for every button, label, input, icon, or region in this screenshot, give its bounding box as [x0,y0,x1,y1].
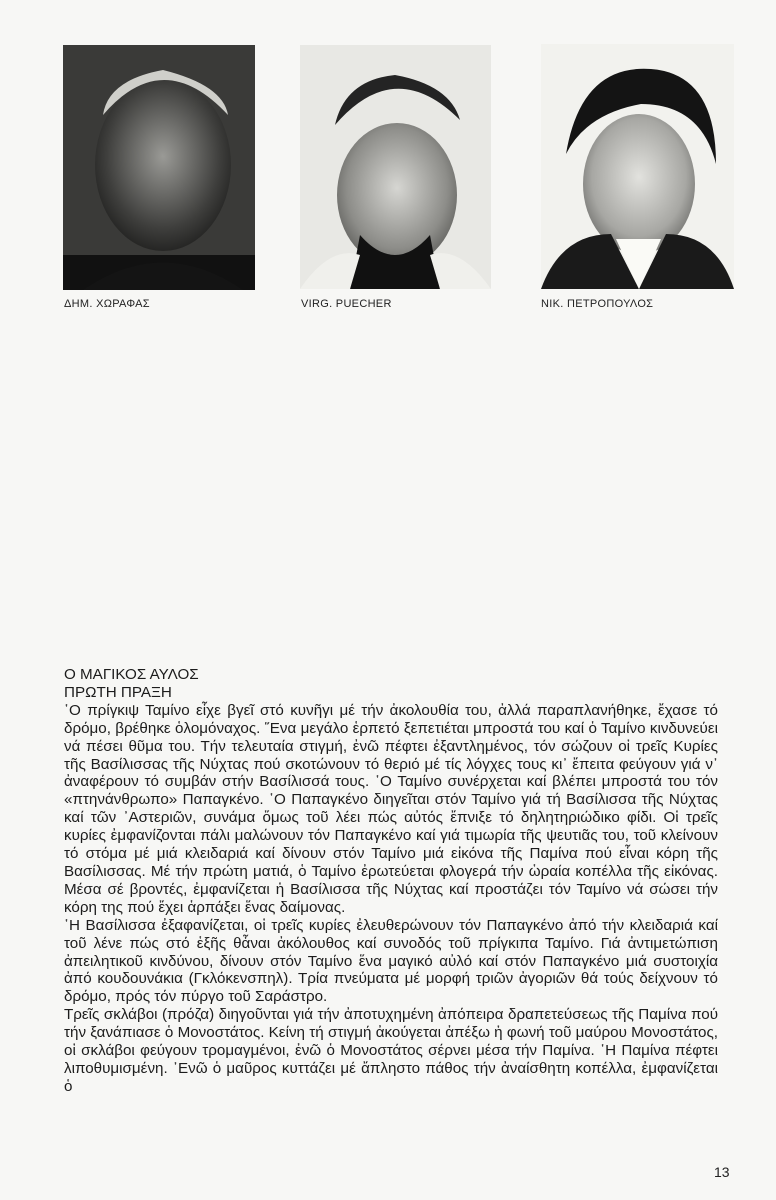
article-title: Ο ΜΑΓΙΚΟΣ ΑΥΛΟΣ [64,666,199,683]
portrait-photo-3 [541,44,734,289]
article-paragraph-2: ῾Η Βασίλισσα ἐξαφανίζεται, οἱ τρεῖς κυρίες ἐλευθερώνουν τόν Παπαγκένο ἀπό τήν κλειδαριά καί τοῦ λένε πώς στό ἑξῆς θἆναι ἀκόλουθος καί συνοδός τοῦ πρίγκιπα Ταμίνο. Γιά ἀντιμετώπιση ἀπειλητικοῦ κινδύνου, δίνουν στόν Ταμίνο ἕνα μαγικό αὐλό καί στόν Παπαγκένο μιά συστοιχία ἀπό κουδουνάκια (Γκλόκενσπηλ). Τρία πνεύματα μέ μορφή τριῶν ἀγοριῶν θά τούς δείχνουν τό δρόμο, πρός τόν πύργο τοῦ Σαράστρο. [64,916,718,1006]
photo-caption-2: VIRG. PUECHER [301,298,392,310]
photo-caption-1: ΔΗΜ. ΧΩΡΑΦΑΣ [64,298,150,310]
article-paragraph-3: Τρεῖς σκλάβοι (πρόζα) διηγοῦνται γιά τήν ἀποτυχημένη ἀπόπειρα δραπετεύσεως τῆς Παμίνα πού τήν ξανάπιασε ὁ Μονοστάτος. Κείνη τή στιγμή ἀκούγεται ἀπέξω ἡ φωνή τοῦ μαύρου Μονοστάτος, οἱ σκλάβοι φεύγουν τρομαγμένοι, ἐνῶ ὁ Μονοστάτος σέρνει μέσα τήν Παμίνα. ῾Η Παμίνα πέφτει λιποθυμισμένη. ᾽Ενῶ ὁ μαῦρος κυττάζει μέ ἄπληστο πάθος τήν ἀναίσθητη κοπέλλα, ἐμφανίζεται ὁ [64,1006,718,1095]
portrait-photo-1 [63,45,255,290]
page-number: 13 [714,1164,730,1180]
article-paragraph-1: ῾Ο πρίγκιψ Ταμίνο εἶχε βγεῖ στό κυνῆγι μέ τήν ἀκολουθία του, ἀλλά παραπλανήθηκε, ἔχασε τό δρόμο, βρέθηκε ὁλομόναχος. ῞Ενα μεγάλο ἑρπετό ξεπετιέται μπροστά του καί ὁ Ταμίνο κινδυνεύει νά πέσει θῦμα του. Τήν τελευταία στιγμή, ἐνῶ πέφτει ἐξαντλημένος, τόν σώζουν οἱ τρεῖς Κυρίες τῆς Βασίλισσας τῆς Νύχτας πού σκοτώνουν τό θεριό μέ τίς λόγχες τους κι᾽ ἔπειτα φεύγουν γιά ν᾽ ἀναφέρουν τό συμβάν στήν Βασίλισσά τους. ῾Ο Ταμίνο συνέρχεται καί βλέπει μπροστά του τόν «πτηνάνθρωπο» Παπαγκένο. ῾Ο Παπαγκένο διηγεῖται στόν Ταμίνο γιά τή Βασίλισσα τῆς Νύχτας καί τῶν ᾽Αστεριῶν, συνάμα ὅμως τοῦ λέει πώς αὐτός ἔπνιξε τό δηλητηριώδικο φίδι. Οἱ τρεῖς κυρίες ἐμφανίζονται πάλι μαλώνουν τόν Παπαγκένο καί γιά τιμωρία τῆς ψευτιᾶς του, τοῦ κλείνουν τό στόμα μέ μιά κλειδαριά καί δίνουν στόν Ταμίνο μιά εἰκόνα τῆς Παμίνα πού εἶναι κόρη τῆς Βασίλισσας. Μέ τήν πρώτη ματιά, ὁ Ταμίνο ἐρωτεύεται φλογερά τήν ὡραία κοπέλλα τῆς εἰκόνας. Μέσα σέ βροντές, ἐμφανίζεται ἡ Βασίλισσα τῆς Νύχτας καί προστάζει τόν Ταμίνο νά σώσει τήν κόρη της πού ἔχει ἁρπάξει ἕνας δαίμονας. [64,701,718,916]
article [64,666,718,1096]
photo-caption-3: NIK. ΠΕΤΡΟΠΟΥΛΟΣ [541,298,654,310]
article-subtitle: ΠΡΩΤΗ ΠΡΑΞΗ [64,683,172,701]
portrait-photo-2 [300,45,491,289]
